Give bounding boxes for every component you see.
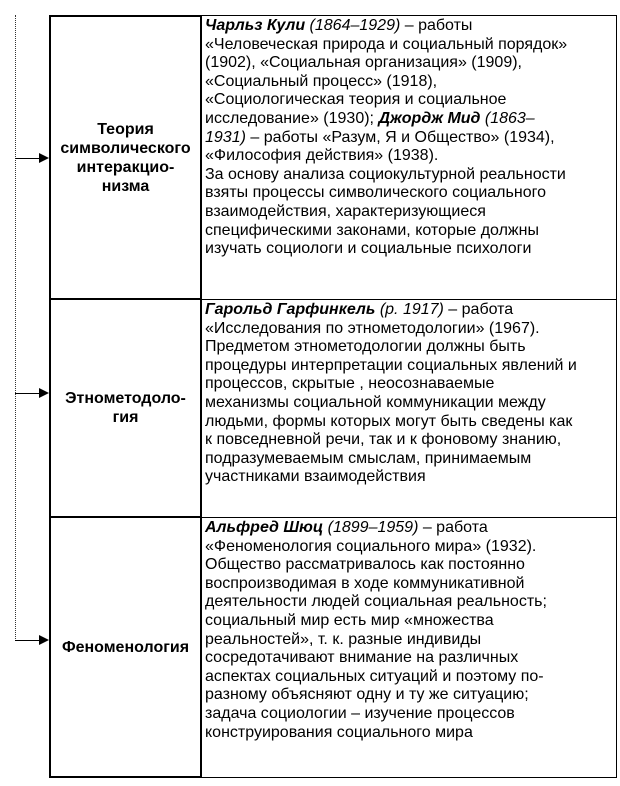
text-segment: к повседневной речи, так и к фоновому знанию, (205, 431, 562, 449)
description-line (205, 110, 613, 129)
text-segment: – работа (443, 301, 514, 318)
author-name: Гарольд Гарфинкель (205, 301, 376, 318)
author-name: Чарльз Кули (205, 17, 306, 34)
text-segment: социальный мир есть мир «множества (205, 611, 494, 629)
author-years: 1931) (205, 128, 246, 146)
text-segment: специфическими законами, которые должны (205, 221, 539, 239)
text-segment: – работы (400, 17, 473, 34)
theory-name (49, 300, 202, 518)
theory-name-line: Феноменология (61, 638, 190, 656)
author-years: (1864–1929) (305, 17, 401, 34)
theory-name-line: Теория (97, 120, 154, 138)
text-segment: взаимодействия, характеризующиеся (205, 202, 486, 220)
author-name: Джордж Мид (378, 109, 481, 127)
description-line (205, 320, 613, 339)
description-line (205, 91, 613, 110)
author-name: Альфред Шюц (205, 519, 324, 536)
table-row (49, 15, 617, 300)
text-segment: исследование» (1930); (205, 109, 379, 127)
text-segment: реальностей», т. к. разные индивиды (205, 630, 482, 648)
text-segment: задача социологии – изучение процессов (205, 704, 515, 722)
text-segment: «Феноменология социального мира» (1932). (205, 537, 537, 555)
description-line (205, 631, 613, 650)
text-segment: участниками взаимодействия (205, 468, 426, 486)
description-line (205, 431, 613, 450)
text-segment: Общество рассматривалось как постоянно (205, 556, 525, 574)
text-segment: – работы «Разум, Я и Общество» (1934), (245, 128, 555, 146)
description-line (205, 724, 613, 743)
text-segment: (1902), «Социальная организация» (1909), (205, 54, 522, 72)
description-line (205, 203, 613, 222)
theory-name-line: низма (101, 177, 150, 195)
description-line (205, 450, 613, 469)
connector-line (15, 15, 16, 641)
description-line (205, 468, 613, 487)
description-line (205, 394, 613, 413)
description-line (205, 375, 613, 394)
theory-description (202, 518, 617, 778)
arrow-icon (15, 640, 45, 641)
description-line (205, 686, 613, 705)
theory-name (49, 518, 202, 778)
text-segment: «Социальный процесс» (1918), (205, 72, 438, 90)
text-segment: взяты процессы символического социального (205, 184, 546, 202)
text-segment: изучать социологи и социальные психологи (205, 240, 532, 258)
description-line (205, 538, 613, 557)
description-line (205, 519, 613, 538)
theory-description (202, 15, 617, 300)
description-line (205, 54, 613, 73)
theory-name-line: гия (112, 409, 139, 426)
description-line (205, 413, 613, 432)
table-row (49, 300, 617, 518)
description-line (205, 36, 613, 55)
text-segment: деятельности людей социальная реальность; (205, 593, 547, 611)
author-years: (1863– (480, 109, 535, 127)
description-line (205, 612, 613, 631)
description-line (205, 575, 613, 594)
text-segment: механизмы социальной коммуникации между (205, 393, 546, 411)
text-segment: «Философия действия» (1938). (205, 147, 439, 165)
description-line (205, 147, 613, 166)
text-segment: За основу анализа социокультурной реальности (205, 165, 566, 183)
author-years: (1899–1959) (323, 519, 419, 536)
text-segment: Предметом этнометодологии должны быть (205, 338, 526, 356)
theories-table (49, 15, 617, 778)
theory-name-line: символического (60, 139, 191, 157)
description-line (205, 649, 613, 668)
theory-name-line: интеракцио- (76, 158, 175, 176)
description-line (205, 184, 613, 203)
text-segment: сосредотачивают внимание на различных (205, 649, 519, 667)
description-line (205, 240, 613, 259)
text-segment: конструирования социального мира (205, 723, 473, 741)
description-line (205, 668, 613, 687)
description-line (205, 357, 613, 376)
text-segment: разному объясняют одну и ту же ситуацию; (205, 686, 529, 704)
text-segment: людьми, формы которых могут быть сведены как (205, 412, 573, 430)
description-line (205, 338, 613, 357)
description-line (205, 73, 613, 92)
theory-name-line: Этнометодоло- (65, 390, 186, 407)
description-line (205, 166, 613, 185)
author-years: (р. 1917) (375, 301, 444, 318)
arrow-icon (15, 393, 45, 394)
theory-description (202, 300, 617, 518)
table-row (49, 518, 617, 778)
text-segment: процедуры интерпретации социальных явлений и (205, 356, 577, 374)
description-line (205, 705, 613, 724)
description-line (205, 17, 613, 36)
text-segment: подразумеваемым смыслам, принимаемым (205, 449, 532, 467)
description-line (205, 301, 613, 320)
arrow-icon (15, 158, 45, 159)
description-line (205, 556, 613, 575)
description-line (205, 129, 613, 148)
text-segment: «Социологическая теория и социальное (205, 91, 507, 109)
theory-name (49, 15, 202, 300)
description-line (205, 222, 613, 241)
text-segment: «Исследования по этнометодологии» (1967). (205, 319, 540, 337)
text-segment: воспроизводимая в ходе коммуникативной (205, 574, 525, 592)
text-segment: аспектах социальных ситуаций и поэтому по- (205, 667, 544, 685)
text-segment: «Человеческая природа и социальный порядок» (205, 35, 568, 53)
description-line (205, 593, 613, 612)
text-segment: – работа (418, 519, 488, 536)
text-segment: процессов, скрытые , неосознаваемые (205, 375, 495, 393)
